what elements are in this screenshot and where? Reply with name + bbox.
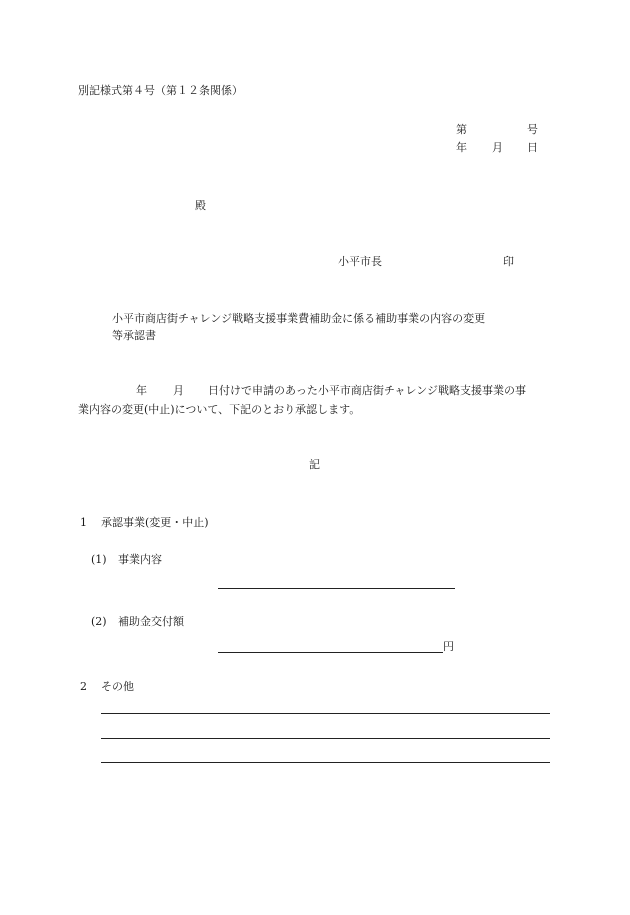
number-prefix: 第 [456, 123, 467, 136]
form-id: 別記様式第４号（第１２条関係） [78, 84, 243, 97]
body-line2: 業内容の変更(中止)について、下記のとおり承認します。 [78, 403, 361, 416]
item1-number: 1 [80, 516, 87, 529]
sub1-label: 事業内容 [118, 553, 162, 566]
date-month: 月 [492, 141, 503, 154]
sub1-number: (1) [91, 553, 107, 566]
body-month: 月 [173, 384, 184, 397]
sub2-unit: 円 [443, 640, 454, 653]
document-title-line1: 小平市商店街チャレンジ戦略支援事業費補助金に係る補助事業の内容の変更 [112, 312, 486, 325]
item1-label: 承認事業(変更・中止) [101, 516, 209, 529]
other-line-1 [101, 713, 550, 714]
other-line-2 [101, 738, 550, 739]
sub2-fill-line [218, 652, 443, 653]
item2-label: その他 [101, 680, 134, 693]
body-line1-rest: 日付けで申請のあった小平市商店街チャレンジ戦略支援事業の事 [208, 384, 527, 397]
addressee-suffix: 殿 [195, 199, 206, 212]
document-title-line2: 等承認書 [112, 329, 156, 342]
sub1-fill-line [218, 588, 455, 589]
date-day: 日 [527, 141, 538, 154]
body-year: 年 [136, 384, 147, 397]
sub2-label: 補助金交付額 [118, 615, 184, 628]
other-line-3 [101, 762, 550, 763]
item2-number: 2 [80, 680, 87, 693]
issuer-title: 小平市長 [338, 255, 382, 268]
number-suffix: 号 [527, 123, 538, 136]
ki-heading: 記 [309, 458, 320, 471]
sub2-number: (2) [91, 615, 107, 628]
date-year: 年 [456, 141, 467, 154]
seal-mark: 印 [503, 255, 514, 268]
